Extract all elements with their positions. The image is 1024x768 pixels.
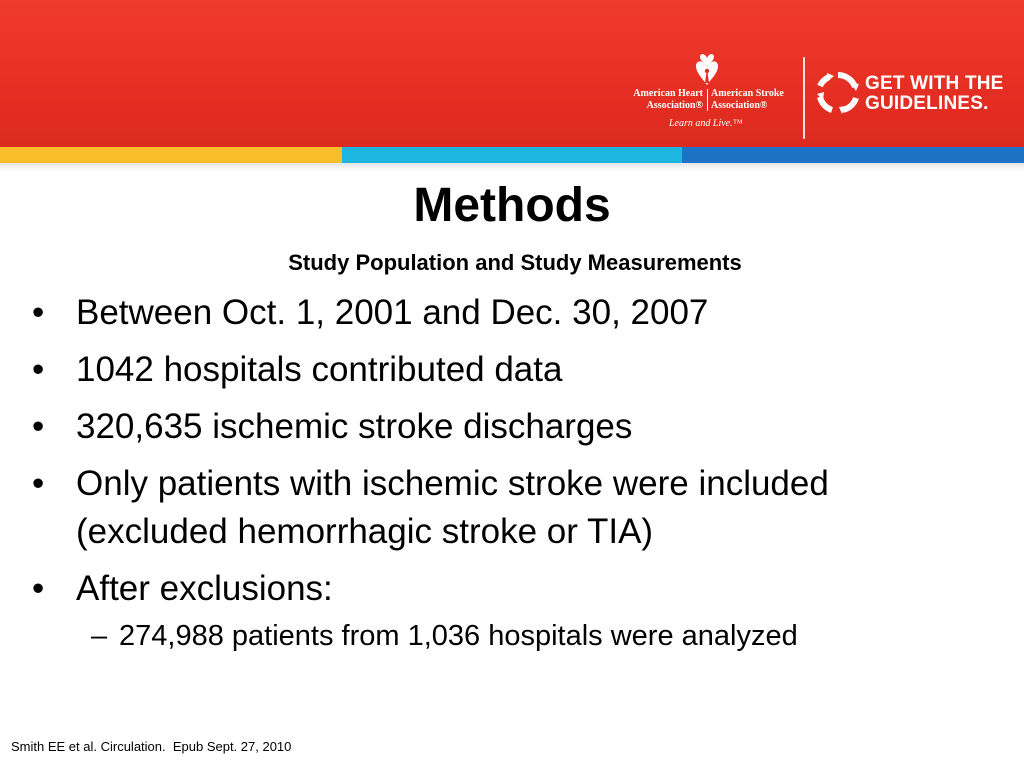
gwtg-line1: GET WITH THE (865, 73, 1004, 94)
slide-subtitle: Study Population and Study Measurements (288, 250, 742, 275)
header-color-strip (0, 147, 1024, 163)
sub-bullet-text: 274,988 patients from 1,036 hospitals were analyzed (119, 620, 798, 652)
asa-name (711, 88, 791, 112)
bullet-text-line: (excluded hemorrhagic stroke or TIA) (76, 512, 654, 551)
heart-torch-icon (692, 52, 722, 88)
bullet-text-line: 1042 hospitals contributed data (76, 350, 563, 389)
gwtg-wordmark (865, 74, 1004, 114)
bullet-marker: • (32, 293, 45, 332)
asa-name-line2: Association® (711, 100, 768, 111)
bullet-item (28, 289, 1008, 337)
bullet-marker: • (32, 464, 45, 503)
bullet-marker: • (32, 569, 45, 608)
gwtg-line2: GUIDELINES. (865, 93, 989, 114)
citation-footer: Smith EE et al. Circulation. Epub Sept. 27, 2010 (11, 739, 292, 754)
aha-asa-logo (612, 52, 794, 132)
slide-header (0, 0, 1024, 147)
sub-bullet-marker: – (91, 620, 108, 652)
sub-bullet-item (91, 616, 1008, 656)
bullet-text-line: After exclusions: (76, 569, 333, 608)
strip-shadow (0, 163, 1024, 171)
bullet-list (28, 289, 1008, 656)
slide-title: Methods (413, 179, 611, 232)
aha-divider (707, 89, 708, 111)
asa-name-line1: American Stroke (711, 88, 784, 99)
aha-name-line2: Association® (646, 100, 703, 111)
strip-blue (682, 147, 1024, 163)
aha-name-line1: American Heart (633, 88, 703, 99)
bullet-text-line: 320,635 ischemic stroke discharges (76, 407, 633, 446)
bullet-item (28, 460, 1008, 556)
circular-arrows-icon (815, 70, 861, 116)
aha-name (615, 88, 703, 112)
bullet-item (28, 403, 1008, 451)
get-with-the-guidelines-logo (815, 68, 1015, 128)
bullet-marker: • (32, 407, 45, 446)
bullet-item (28, 565, 1008, 613)
strip-yellow (0, 147, 342, 163)
bullet-item (28, 346, 1008, 394)
strip-cyan (342, 147, 682, 163)
bullet-text-line: Only patients with ischemic stroke were included (76, 464, 829, 503)
bullet-text-line: Between Oct. 1, 2001 and Dec. 30, 2007 (76, 293, 709, 332)
bullet-marker: • (32, 350, 45, 389)
logo-separator (803, 57, 805, 139)
aha-tagline: Learn and Live.™ (669, 118, 743, 129)
